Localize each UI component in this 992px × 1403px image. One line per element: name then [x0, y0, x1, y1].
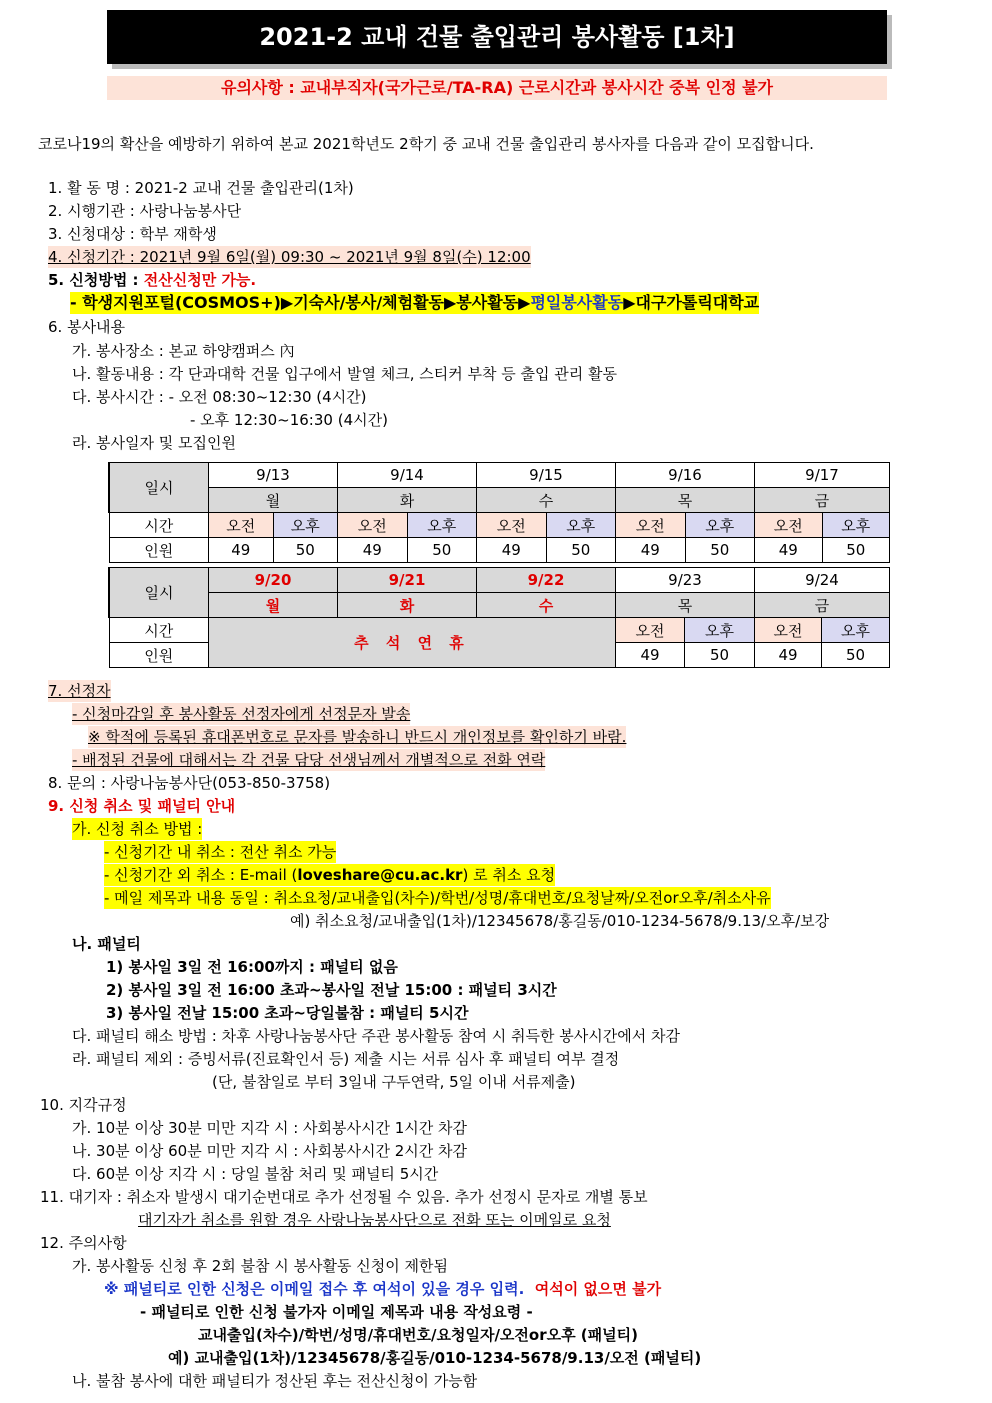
penalty-exempt: 라. 패널티 제외 : 증빙서류(진료확인서 등) 제출 시는 서류 심사 후 패널티 여부 결정: [72, 1050, 620, 1068]
count-cell: 49: [338, 538, 408, 563]
date-cell: 9/14: [338, 463, 477, 488]
date-cell: 9/24: [755, 568, 890, 593]
date-cell: 9/13: [209, 463, 338, 488]
count-cell: 49: [616, 538, 686, 563]
cancel-within: - 신청기간 내 취소 : 전산 취소 가능: [104, 843, 337, 861]
day-cell: 금: [755, 488, 890, 513]
item-caution: 12. 주의사항: [40, 1234, 127, 1252]
item-inquiry: 8. 문의 : 사랑나눔봉사단(053-850-3758): [48, 774, 331, 792]
selection-notice: - 신청마감일 후 봉사활동 선정자에게 선정문자 발송: [72, 705, 411, 723]
count-cell: 49: [616, 643, 685, 668]
item-method: [48, 269, 256, 291]
item-cancel-penalty: 9. 신청 취소 및 패널티 안내: [48, 797, 236, 815]
pm-cell: 오후: [407, 513, 477, 538]
day-cell: 화: [338, 488, 477, 513]
late-rule-2: 나. 30분 이상 60분 미만 지각 시 : 사회봉사시간 2시간 차감: [72, 1142, 468, 1160]
page-title: 2021-2 교내 건물 출입관리 봉사활동 [1차]: [107, 10, 887, 64]
path-pre: - 학생지원포털(COSMOS+)▶기숙사/봉사/체험활동▶봉사활동▶: [70, 293, 531, 312]
penalty-heading: 나. 패널티: [72, 935, 141, 953]
content-activity: 나. 활동내용 : 각 단과대학 건물 입구에서 발열 체크, 스티커 부착 등 출입 관리 활동: [72, 365, 618, 383]
day-cell: 목: [616, 488, 755, 513]
pm-cell: 오후: [685, 513, 755, 538]
schedule-table-week1: [108, 462, 890, 563]
pm-cell: 오후: [685, 618, 755, 643]
day-cell: 월: [209, 488, 338, 513]
label-time: 시간: [109, 513, 209, 538]
selection-warning: ※ 학적에 등록된 휴대폰번호로 문자를 발송하니 반드시 개인정보를 확인하기 바람.: [88, 728, 627, 746]
caution-penalty-blue: ※ 패널티로 인한 신청은 이메일 접수 후 여석이 있을 경우 입력.: [104, 1280, 525, 1298]
count-cell: 50: [685, 538, 755, 563]
label-time: 시간: [109, 618, 209, 643]
pm-cell: 오후: [822, 513, 890, 538]
label-people: 인원: [109, 643, 209, 668]
item-period: 4. 신청기간 : 2021년 9월 6일(월) 09:30 ~ 2021년 9월 8일(수) 12:00: [48, 248, 531, 266]
am-cell: 오전: [209, 513, 274, 538]
intro-text: 코로나19의 확산을 예방하기 위하여 본교 2021학년도 2학기 중 교내 건물 출입관리 봉사자를 다음과 같이 모집합니다.: [38, 135, 814, 153]
cancel-mail-example: 예) 취소요청/교내출입(1차)/12345678/홍길동/010-1234-5678/9.13/오후/보강: [290, 912, 830, 930]
date-cell: 9/17: [755, 463, 890, 488]
content-time-pm: - 오후 12:30~16:30 (4시간): [190, 411, 388, 429]
cancel-method: 가. 신청 취소 방법 :: [72, 820, 203, 838]
am-cell: 오전: [338, 513, 408, 538]
content-time-am: 다. 봉사시간 : - 오전 08:30~12:30 (4시간): [72, 388, 367, 406]
holiday-date-cell: 9/21: [338, 568, 477, 593]
holiday-day-cell: 월: [209, 593, 338, 618]
count-cell: 50: [407, 538, 477, 563]
holiday-label: 추 석 연 휴: [209, 618, 616, 668]
pm-cell: 오후: [546, 513, 616, 538]
penalty-exempt-note: (단, 불참일로 부터 3일내 구두연락, 5일 이내 서류제출): [212, 1073, 576, 1091]
label-people: 인원: [109, 538, 209, 563]
holiday-date-cell: 9/20: [209, 568, 338, 593]
penalty-resolve: 다. 패널티 해소 방법 : 차후 사랑나눔봉사단 주관 봉사활동 참여 시 취득한 봉사시간에서 차감: [72, 1027, 680, 1045]
cancel-mail-format: - 메일 제목과 내용 동일 : 취소요청/교내출입(차수)/학번/성명/휴대번호/요청날짜/오전or오후/취소사유: [104, 889, 771, 907]
item-activity-name: 1. 활 동 명 : 2021-2 교내 건물 출입관리(1차): [48, 179, 354, 197]
count-cell: 49: [209, 538, 274, 563]
late-rule-1: 가. 10분 이상 30분 미만 지각 시 : 사회봉사시간 1시간 차감: [72, 1119, 468, 1137]
late-rule-3: 다. 60분 이상 지각 시 : 당일 불참 처리 및 패널티 5시간: [72, 1165, 439, 1183]
item-organizer: 2. 시행기관 : 사랑나눔봉사단: [48, 202, 242, 220]
penalty-rule-2: 2) 봉사일 3일 전 16:00 초과~봉사일 전날 15:00 : 패널티 3시간: [106, 981, 557, 999]
date-cell: 9/16: [616, 463, 755, 488]
content-schedule: 라. 봉사일자 및 모집인원: [72, 434, 236, 452]
pm-cell: 오후: [822, 618, 890, 643]
waitlist-cancel: 대기자가 취소를 원할 경우 사랑나눔봉사단으로 전화 또는 이메일로 요청: [138, 1211, 611, 1229]
count-cell: 49: [477, 538, 547, 563]
penalty-rule-3: 3) 봉사일 전날 15:00 초과~당일불참 : 패널티 5시간: [106, 1004, 469, 1022]
date-cell: 9/15: [477, 463, 616, 488]
holiday-date-cell: 9/22: [477, 568, 616, 593]
path-post: ▶대구가톨릭대학교: [623, 293, 760, 312]
item-selection: 7. 선정자: [48, 682, 111, 700]
item-content: 6. 봉사내용: [48, 318, 126, 336]
item-method-path: [70, 292, 759, 314]
am-cell: 오전: [755, 513, 823, 538]
am-cell: 오전: [616, 618, 685, 643]
penalty-rule-1: 1) 봉사일 3일 전 16:00까지 : 패널티 없음: [106, 958, 398, 976]
path-weekday: 평일봉사활동: [530, 293, 624, 312]
day-cell: 금: [755, 593, 890, 618]
pm-cell: 오후: [273, 513, 338, 538]
cancel-outside-post: ) 로 취소 요청: [462, 866, 556, 884]
caution-penalty-apply: [104, 1278, 661, 1300]
holiday-day-cell: 화: [338, 593, 477, 618]
notice-banner: 유의사항 : 교내부직자(국가근로/TA-RA) 근로시간과 봉사시간 중복 인정 불가: [107, 76, 887, 100]
item-late-rules: 10. 지각규정: [40, 1096, 127, 1114]
day-cell: 목: [616, 593, 755, 618]
cancel-outside: [104, 864, 555, 886]
am-cell: 오전: [477, 513, 547, 538]
count-cell: 50: [822, 538, 890, 563]
am-cell: 오전: [616, 513, 686, 538]
count-cell: 50: [546, 538, 616, 563]
date-cell: 9/23: [616, 568, 755, 593]
count-cell: 49: [755, 643, 822, 668]
caution-limit: 가. 봉사활동 신청 후 2회 불참 시 봉사활동 신청이 제한됨: [72, 1257, 449, 1275]
am-cell: 오전: [755, 618, 822, 643]
count-cell: 49: [755, 538, 823, 563]
item-waitlist: 11. 대기자 : 취소자 발생시 대기순번대로 추가 선정될 수 있음. 추가 선정시 문자로 개별 통보: [40, 1188, 648, 1206]
caution-mail-format: 교내출입(차수)/학번/성명/휴대번호/요청일자/오전or오후 (패널티): [198, 1326, 638, 1344]
cancel-outside-pre: - 신청기간 외 취소 : E-mail (: [104, 866, 298, 884]
selection-contact: - 배정된 건물에 대해서는 각 건물 담당 선생님께서 개별적으로 전화 연락: [72, 751, 546, 769]
count-cell: 50: [685, 643, 755, 668]
count-cell: 50: [822, 643, 890, 668]
cancel-email-link[interactable]: loveshare@cu.ac.kr: [297, 866, 463, 884]
caution-mail-example: 예) 교내출입(1차)/12345678/홍길동/010-1234-5678/9.13/오전 (패널티): [168, 1349, 702, 1367]
item-method-label: 5. 신청방법 :: [48, 271, 144, 289]
count-cell: 50: [273, 538, 338, 563]
label-date: 일시: [109, 568, 209, 618]
label-date: 일시: [109, 463, 209, 513]
caution-reapply: 나. 불참 봉사에 대한 패널티가 정산된 후는 전산신청이 가능함: [72, 1372, 478, 1390]
item-method-value: 전산신청만 가능.: [143, 271, 257, 289]
day-cell: 수: [477, 488, 616, 513]
item-target: 3. 신청대상 : 학부 재학생: [48, 225, 217, 243]
content-place: 가. 봉사장소 : 본교 하양캠퍼스 內: [72, 342, 295, 360]
caution-penalty-red: 여석이 없으면 불가: [534, 1280, 662, 1298]
schedule-table-week2: [108, 567, 890, 668]
caution-mail-guide: - 패널티로 인한 신청 불가자 이메일 제목과 내용 작성요령 -: [140, 1303, 533, 1321]
holiday-day-cell: 수: [477, 593, 616, 618]
